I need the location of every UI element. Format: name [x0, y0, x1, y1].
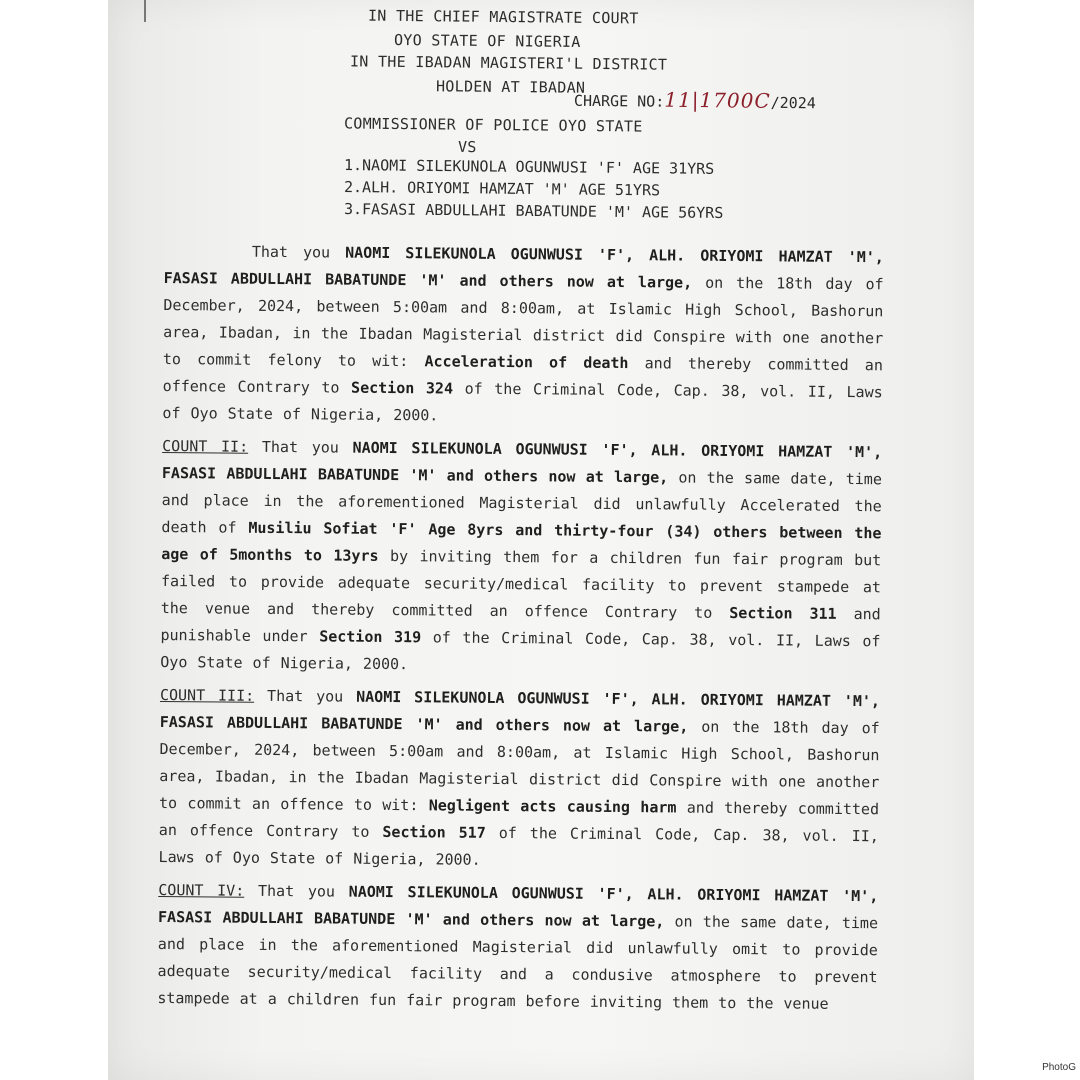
charge-number-year: /2024: [770, 93, 816, 113]
count-2-paragraph: COUNT II: That you NAOMI SILEKUNOLA OGUNWUSI 'F', ALH. ORIYOMI HAMZAT 'M', FASASI ABDULLAHI BABATUNDE 'M' and others now at large, on the same date, time and place in the aforementioned Magisterial did unlawfully Accelerated the death of Musiliu Sofiat 'F' Age 8yrs and thirty-four (34) others between the age of 5months to 13yrs by inviting them for a children fun fair program but failed to provide adequate security/medical facility to prevent stampede at the venue and thereby committed an offence Contrary to Section 311 and punishable under Section 319 of the Criminal Code, Cap. 38, vol. II, Laws of Oyo State of Nigeria, 2000.: [160, 436, 883, 674]
fold-mark: [144, 0, 146, 22]
court-name: IN THE CHIEF MAGISTRATE COURT: [367, 6, 639, 28]
district-name: IN THE IBADAN MAGISTERI'L DISTRICT: [349, 52, 668, 74]
holden-at: HOLDEN AT IBADAN: [435, 77, 586, 97]
defendant-item: 1.NAOMI SILEKUNOLA OGUNWUSI 'F' AGE 31YRS: [343, 156, 715, 178]
photo-credit-watermark: PhotoG: [1042, 1062, 1076, 1073]
defendant-item: 2.ALH. ORIYOMI HAMZAT 'M' AGE 51YRS: [343, 178, 661, 200]
charge-sheet-paper: [108, 0, 974, 1080]
charge-number-label: CHARGE NO:: [573, 91, 665, 111]
count-3-paragraph: COUNT III: That you NAOMI SILEKUNOLA OGUNWUSI 'F', ALH. ORIYOMI HAMZAT 'M', FASASI ABDULLAHI BABATUNDE 'M' and others now at large, on the 18th day of December, 2024, between 5:00am and 8:00am, at Islamic High School, Bashorun area, Ibadan, in the Ibadan Magisterial district did Conspire with one another to commit an offence to wit: Negligent acts causing harm and thereby committed an offence Contrary to Section 517 of the Criminal Code, Cap. 38, vol. II, Laws of Oyo State of Nigeria, 2000.: [158, 685, 881, 869]
defendants-list: [344, 156, 723, 222]
versus: VS: [457, 137, 477, 157]
charge-number: [574, 87, 816, 114]
defendant-item: 3.FASASI ABDULLAHI BABATUNDE 'M' AGE 56YRS: [343, 200, 724, 222]
count-2-label: COUNT II:: [162, 436, 249, 456]
count-4-label: COUNT IV:: [158, 880, 245, 900]
count-3-label: COUNT III:: [159, 685, 255, 705]
charge-number-handwritten: 11|1700C: [664, 87, 771, 113]
charge-counts: [157, 238, 884, 1022]
count-1-paragraph: That you NAOMI SILEKUNOLA OGUNWUSI 'F', ALH. ORIYOMI HAMZAT 'M', FASASI ABDULLAHI BABATUNDE 'M' and others now at large, on the 18th day of December, 2024, between 5:00am and 8:00am, at Islamic High School, Bashorun area, Ibadan, in the Ibadan Magisterial district did Conspire with one another to commit felony to wit: Acceleration of death and thereby committed an offence Contrary to Section 324 of the Criminal Code, Cap. 38, vol. II, Laws of Oyo State of Nigeria, 2000.: [162, 242, 884, 425]
count-4-paragraph: COUNT IV: That you NAOMI SILEKUNOLA OGUNWUSI 'F', ALH. ORIYOMI HAMZAT 'M', FASASI ABDULLAHI BABATUNDE 'M' and others now at large, on the same date, time and place in the aforementioned Magisterial did unlawfully omit to provide adequate security/medical facility and a condusive atmosphere to prevent stampede at a children fun fair program before inviting them to the venue: [157, 880, 879, 1013]
complainant: COMMISSIONER OF POLICE OYO STATE: [343, 114, 643, 136]
state-name: OYO STATE OF NIGERIA: [393, 31, 581, 51]
